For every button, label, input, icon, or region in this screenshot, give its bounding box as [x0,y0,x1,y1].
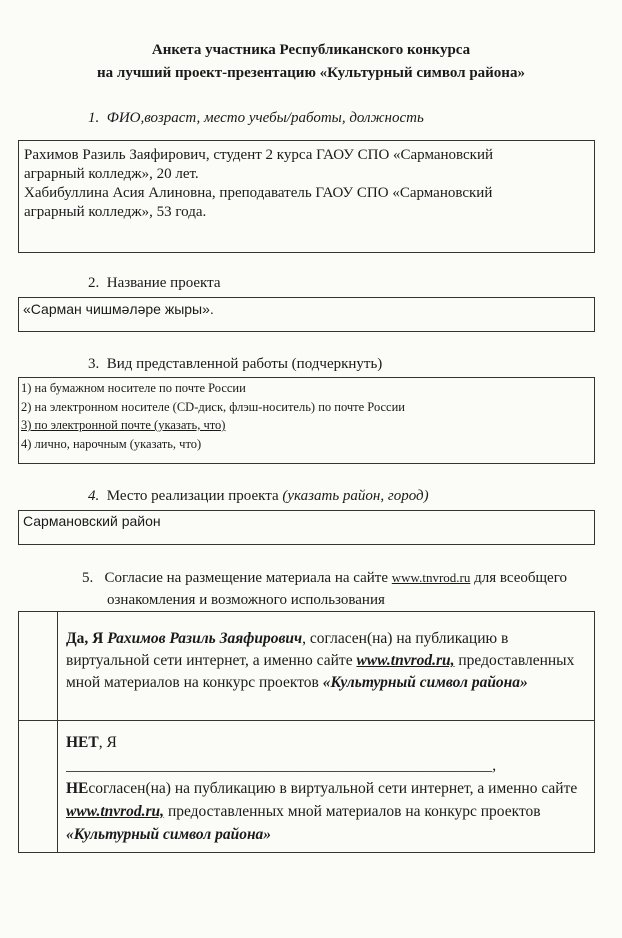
work-type-option-3: 3) по электронной почте (указать, что) [21,418,226,432]
consent-yes-text-1: , согласен(на) на публикацию в [302,630,509,647]
section-2-heading [88,275,221,292]
consent-no-text-3: предоставленных мной материалов на конкурс [167,803,477,820]
participant-info-line-4: аграрный колледж», 53 года. [24,204,207,220]
section-3-number: 3. [88,356,100,372]
participant-info-box [18,140,595,253]
consent-yes-row [19,612,595,721]
consent-no-text-1: согласен(на) на публикацию в виртуальной сети интернет, а именно [88,780,538,797]
section-2-number: 2. [88,275,100,291]
participant-info-line-1: Рахимов Разиль Заяфирович, студент 2 курса ГАОУ СПО «Сармановский [24,147,494,163]
section-3-heading [88,356,382,373]
project-location-value: Сармановский район [23,513,161,529]
section-1-label: ФИО,возраст, место учебы/работы, должность [106,110,424,126]
consent-no-ne: НЕ [66,780,89,797]
section-5-label-a: Согласие на размещение материала на сайте [104,570,389,586]
work-type-option-1: 1) на бумажном носителе по почте России [21,381,246,395]
consent-no-ya: , Я [98,734,117,751]
work-type-box [18,377,595,464]
section-4-label: Место реализации проекта [106,488,279,504]
consent-no-site: www.tnvrod.ru, [66,803,165,820]
consent-no-contest: «Культурный символ района» [66,826,272,843]
consent-yes-text-cell [58,612,595,721]
section-4-hint: (указать район, город) [282,488,429,504]
work-type-option-4: 4) лично, нарочным (указать, что) [21,436,202,451]
project-location-box [18,510,595,545]
consent-no-name-blank[interactable]: _______________________________________________________, [66,757,497,774]
section-1-number: 1. [88,110,100,126]
consent-no-row [19,721,595,853]
consent-yes-text-2: виртуальной сети интернет, а именно сайте [66,652,353,669]
consent-no-text-cell [58,721,595,853]
participant-info-line-2: аграрный колледж», 20 лет. [24,166,199,182]
consent-yes-site: www.tnvrod.ru, [356,652,455,669]
consent-yes-text-3: предоставленных мной материалов на конкурс проектов [66,652,575,691]
consent-yes-da: Да, Я [66,630,104,647]
section-3-label: Вид представленной работы (подчеркнуть) [106,356,383,372]
consent-no-mark-cell[interactable] [19,721,58,853]
section-5-site-link: www.tnvrod.ru [391,570,471,585]
consent-no-net: НЕТ [66,734,99,751]
section-5-heading [82,570,567,587]
form-title-line-1: Анкета участника Республиканского конкурса [151,42,471,58]
consent-no-text-2: сайте [541,780,578,797]
participant-info-line-3: Хабибуллина Асия Алиновна, преподаватель ГАОУ СПО «Сармановский [24,185,493,201]
consent-no-text-4: проектов [480,803,541,820]
section-5-number: 5. [82,570,94,586]
consent-yes-contest-b: символ района» [419,674,528,691]
section-4-heading [88,488,429,505]
work-type-option-2: 2) на электронном носителе (CD-диск, флэш-носитель) по почте России [21,399,405,414]
consent-yes-mark-cell[interactable] [19,612,58,721]
project-name-value: «Сарман чишмәләре жыры». [23,301,214,317]
section-4-number: 4. [88,488,100,504]
section-1-heading [88,110,424,127]
section-5-label-c: ознакомления и возможного использования [107,592,385,608]
consent-yes-contest-a: «Культурный [322,674,416,691]
project-name-box [18,297,595,332]
consent-yes-name: Рахимов Разиль Заяфирович [107,630,303,647]
section-5-label-b: для всеобщего [474,570,567,586]
section-2-label: Название проекта [106,275,221,291]
consent-table [18,611,595,853]
form-title-line-2: на лучший проект-презентацию «Культурный символ района» [97,65,525,81]
